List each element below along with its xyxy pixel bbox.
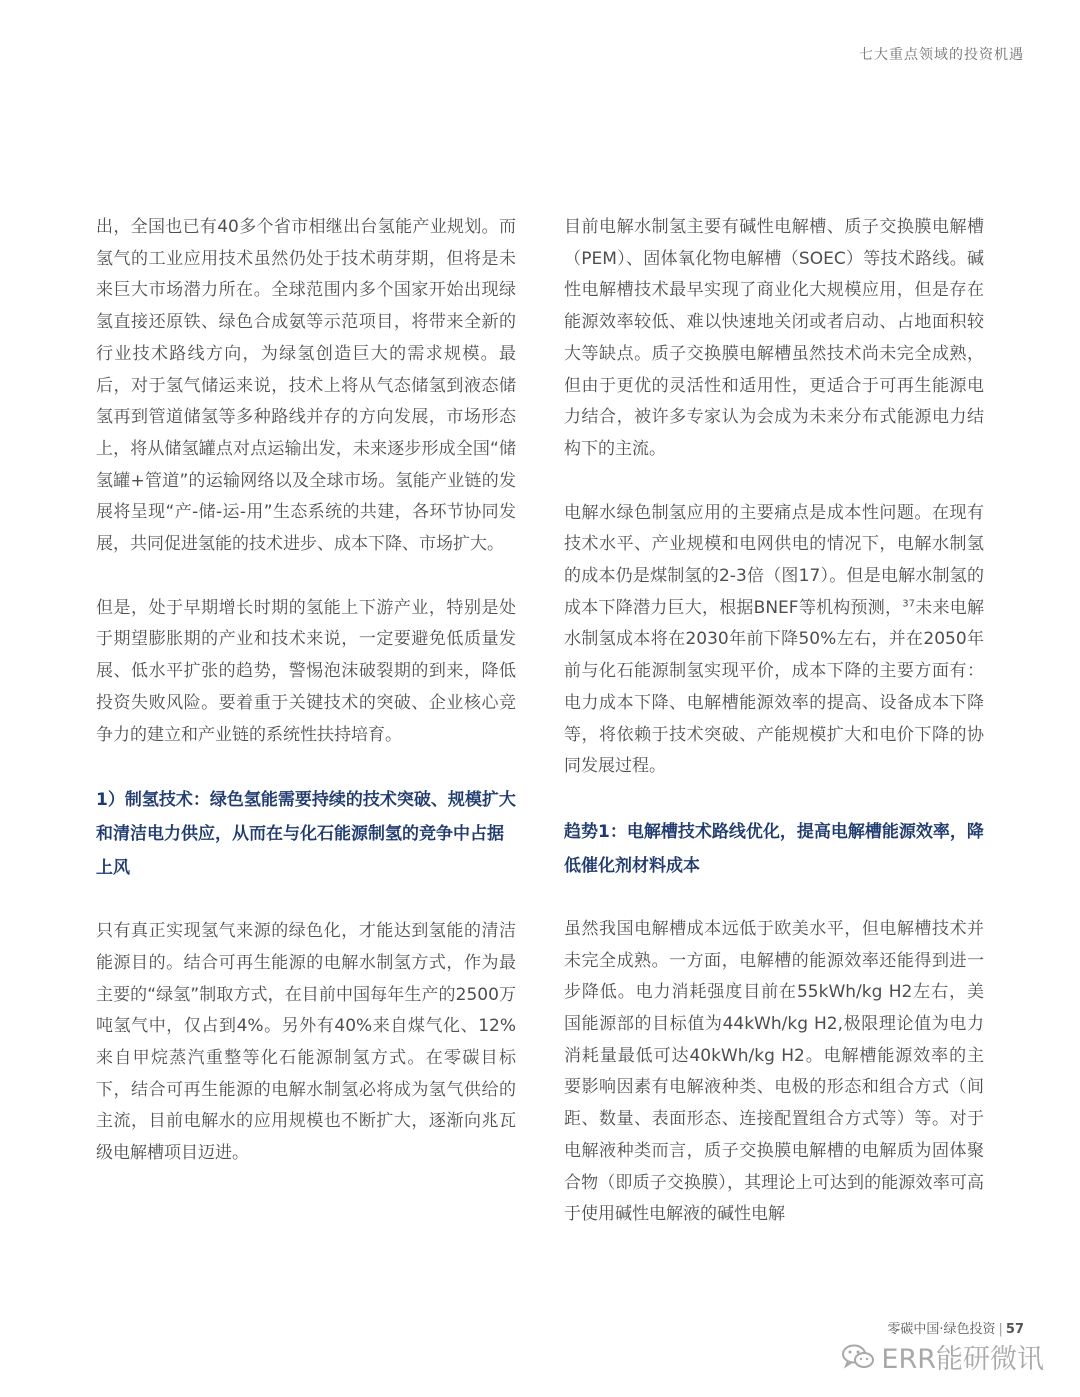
watermark-text: ERR能研微讯 bbox=[881, 1344, 1044, 1375]
section-heading-hydrogen-production: 1）制氢技术：绿色氢能需要持续的技术突破、规模扩大和清洁电力供应，从而在与化石能源制氢的竞争中占据上风 bbox=[96, 790, 516, 879]
right-paragraph-1: 目前电解水制氢主要有碱性电解槽、质子交换膜电解槽（PEM）、固体氧化物电解槽（SOEC）等技术路线。碱性电解槽技术最早实现了商业化大规模应用，但是存在能源效率较低、难以快速地关闭或者启动、占地面积较大等缺点。质子交换膜电解槽虽然技术尚未完全成熟，但由于更优的灵活性和适用性，更适合于可再生能源电力结合，被许多专家认为会成为未来分布式能源电力结构下的主流。 bbox=[564, 217, 984, 459]
running-header: 七大重点领域的投资机遇 bbox=[859, 47, 1024, 63]
left-paragraph-1: 出，全国也已有40多个省市相继出台氢能产业规划。而氢气的工业应用技术虽然仍处于技术萌芽期，但将是未来巨大市场潜力所在。全球范围内多个国家开始出现绿氢直接还原铁、绿色合成氨等示范项目，将带来全新的行业技术路线方向，为绿氢创造巨大的需求规模。最后，对于氢气储运来说，技术上将从气态储氢到液态储氢再到管道储氢等多种路线并存的方向发展，市场形态上，将从储氢罐点对点运输出发，未来逐步形成全国“储氢罐+管道”的运输网络以及全球市场。氢能产业链的发展将呈现“产-储-运-用”生态系统的共建，各环节协同发展，共同促进氢能的技术进步、成本下降、市场扩大。 bbox=[96, 217, 516, 555]
left-paragraph-2: 但是，处于早期增长时期的氢能上下游产业，特别是处于期望膨胀期的产业和技术来说，一定要避免低质量发展、低水平扩张的趋势，警惕泡沫破裂期的到来，降低投资失败风险。要着重于关键技术的突破、企业核心竞争力的建立和产业链的系统性扶持培育。 bbox=[96, 597, 516, 745]
publication-title: 零碳中国·绿色投资 bbox=[887, 1322, 996, 1337]
wechat-icon bbox=[841, 1343, 875, 1371]
page-footer bbox=[887, 1318, 1024, 1337]
right-paragraph-2-part-a: 电解水绿色制氢应用的主要痛点是成本性问题。在现有技术水平、产业规模和电网供电的情况下，电解水制氢的成本仍是煤制氢的2-3倍（图17）。但是电解水制氢的成本下降潜力巨大，根据BNEF等机构预测， bbox=[564, 502, 984, 618]
right-paragraph-3: 虽然我国电解槽成本远低于欧美水平，但电解槽技术并未完全成熟。一方面，电解槽的能源效率还能得到进一步降低。电力消耗强度目前在55kWh/kg H2左右，美国能源部的目标值为44kWh/kg H2,极限理论值为电力消耗量最低可达40kWh/kg H2。电解槽能源效率的主要影响因素有电解液种类、电极的形态和组合方式（间距、数量、表面形态、连接配置组合方式等）等。对于电解液种类而言，质子交换膜电解槽的电解质为固体聚合物（即质子交换膜），其理论上可达到的能源效率可高于使用碱性电解液的碱性电解 bbox=[564, 918, 984, 1225]
footer-separator: | bbox=[998, 1322, 1003, 1337]
watermark bbox=[841, 1337, 1044, 1376]
page-number: 57 bbox=[1005, 1322, 1024, 1337]
right-paragraph-2 bbox=[564, 498, 984, 783]
right-column bbox=[564, 212, 984, 1263]
left-paragraph-3: 只有真正实现氢气来源的绿色化，才能达到氢能的清洁能源目的。结合可再生能源的电解水制氢方式，作为最主要的“绿氢”制取方式，在目前中国每年生产的2500万吨氢气中，仅占到4%。另外有40%来自煤气化、12%来自甲烷蒸汽重整等化石能源制氢方式。在零碳目标下，结合可再生能源的电解水制氢必将成为氢气供给的主流，目前电解水的应用规模也不断扩大，逐渐向兆瓦级电解槽项目迈进。 bbox=[96, 921, 516, 1164]
left-column bbox=[96, 212, 516, 1202]
footnote-reference[interactable]: 37 bbox=[902, 598, 916, 610]
section-heading-trend-1: 趋势1：电解槽技术路线优化，提高电解槽能源效率，降低催化剂材料成本 bbox=[564, 821, 984, 876]
right-paragraph-2-part-b: 未来电解水制氢成本将在2030年前下降50%左右，并在2050年前与化石能源制氢实现平价，成本下降的主要方面有：电力成本下降、电解槽能源效率的提高、设备成本下降等，将依赖于技术突破、产能规模扩大和电价下降的协同发展过程。 bbox=[564, 597, 985, 777]
